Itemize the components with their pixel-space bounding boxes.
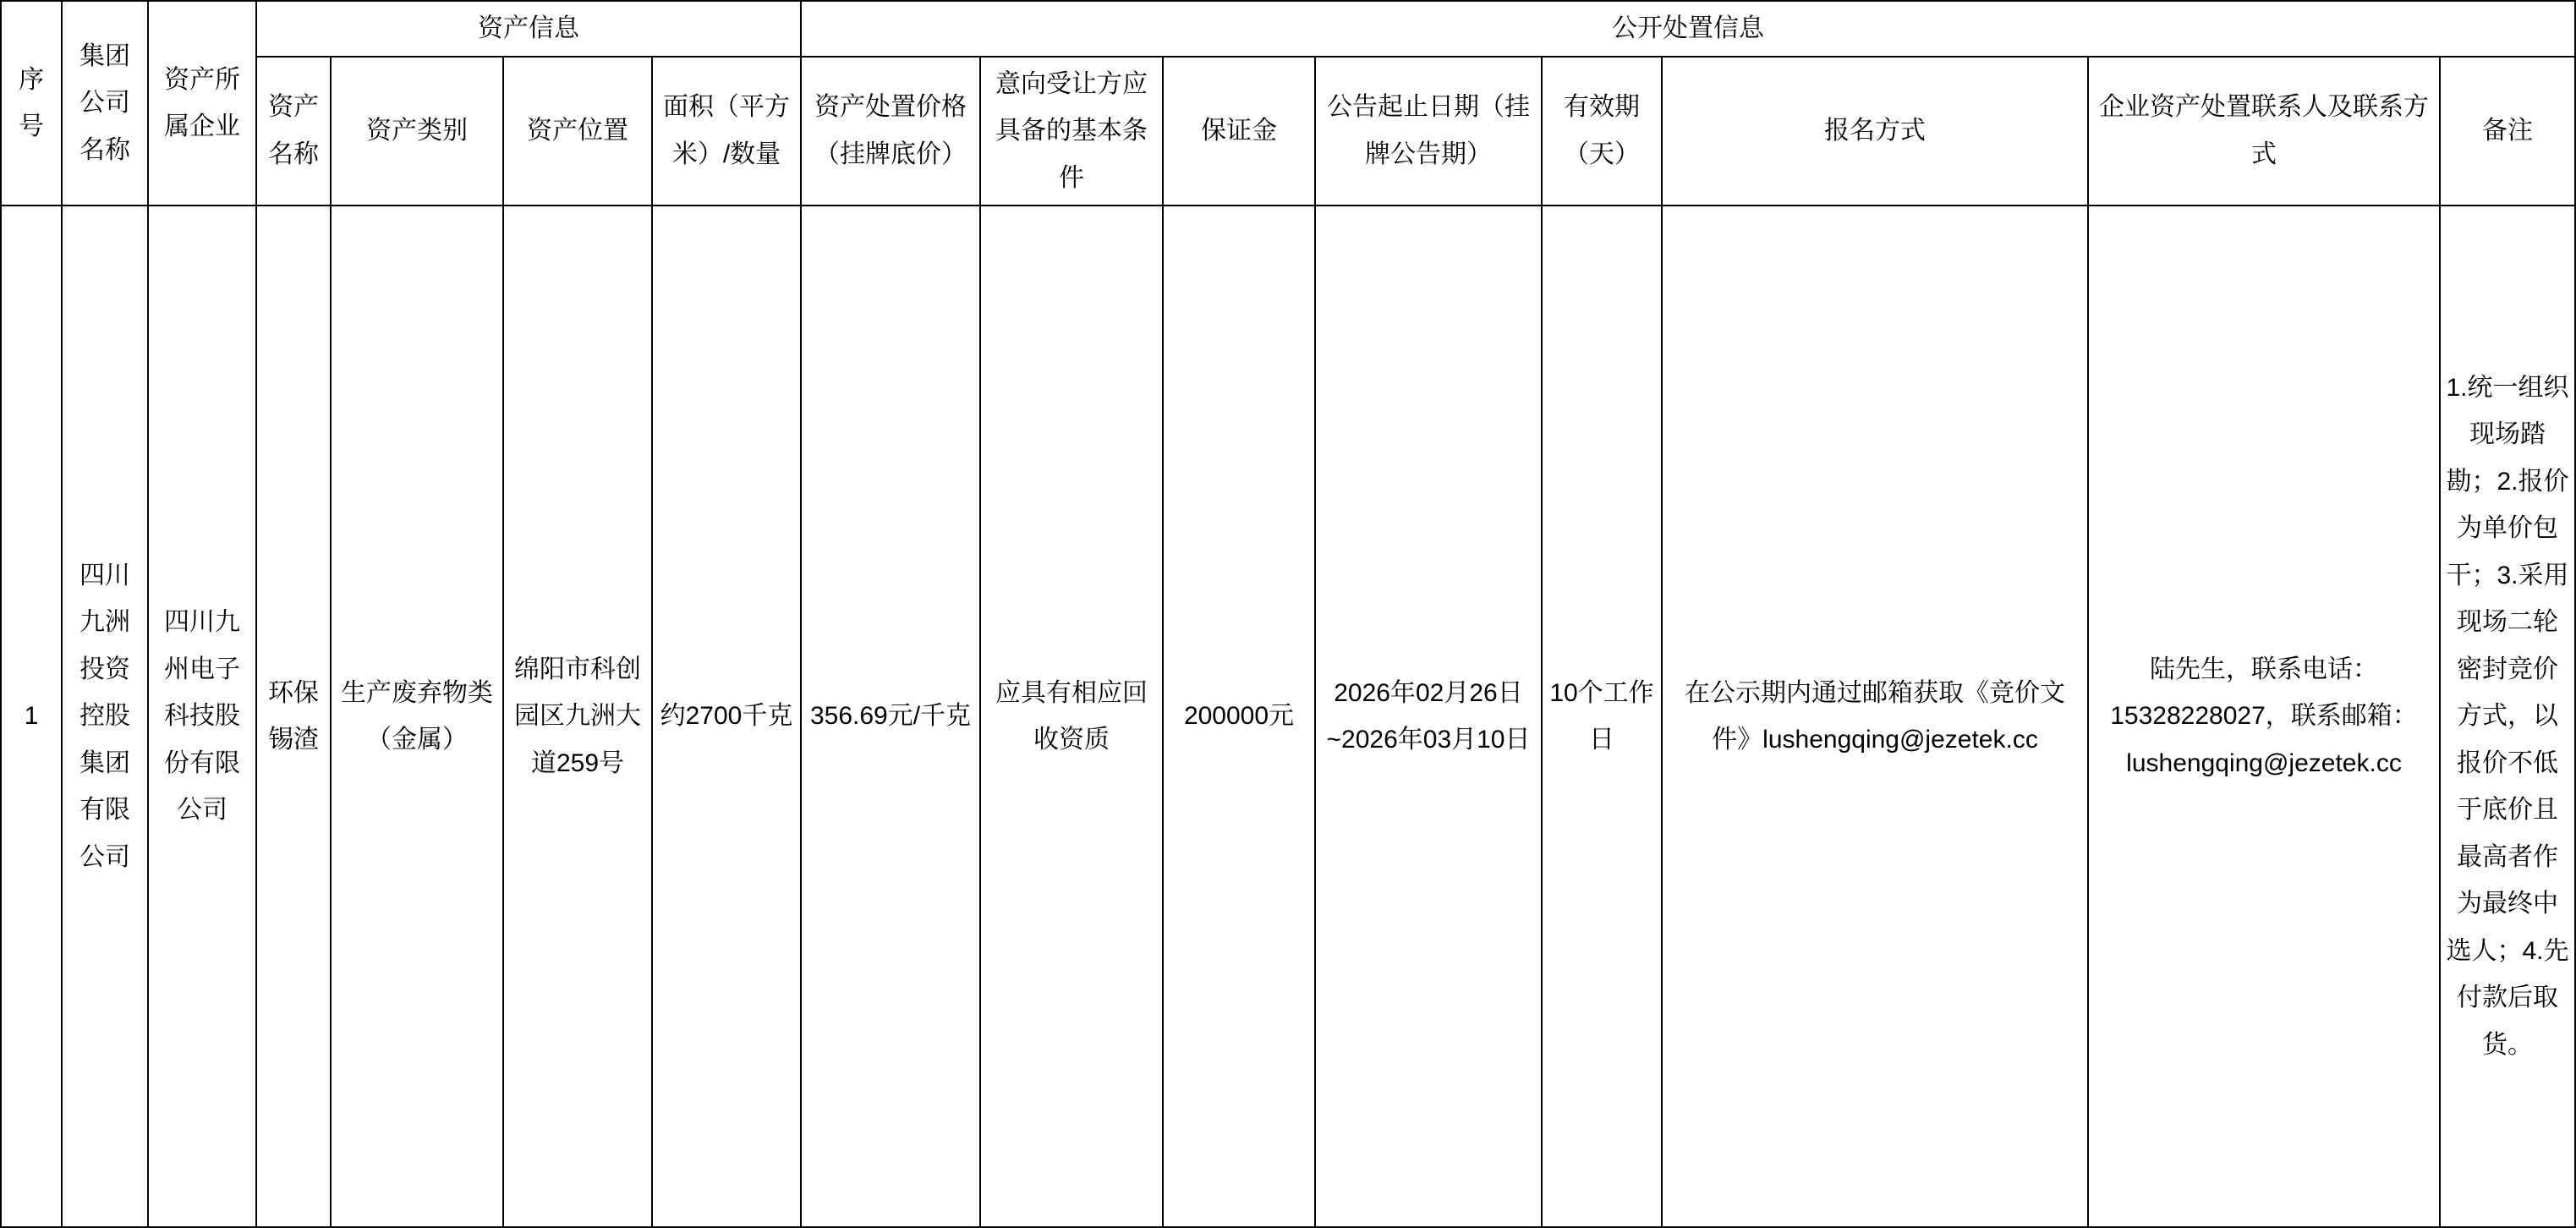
column-header-signup: 报名方式 [1662,57,2088,206]
group-header-public-disposal-info: 公开处置信息 [801,1,2575,57]
column-header-conditions: 意向受让方应具备的基本条件 [980,57,1163,206]
cell-notice-period: 2026年02月26日~2026年03月10日 [1315,206,1542,1227]
column-header-asset-type: 资产类别 [331,57,503,206]
table-group-header-row [1,1,2575,57]
cell-valid-days: 10个工作日 [1542,206,1662,1227]
cell-signup: 在公示期内通过邮箱获取《竞价文件》lushengqing@jezetek.cc [1662,206,2088,1227]
column-header-group-company: 集团公司名称 [62,1,148,206]
cell-price: 356.69元/千克 [801,206,980,1227]
column-header-area-qty: 面积（平方米）/数量 [652,57,801,206]
cell-asset-name: 环保锡渣 [256,206,331,1227]
column-header-asset-location: 资产位置 [503,57,652,206]
column-header-valid-days: 有效期（天） [1542,57,1662,206]
column-header-seq: 序号 [1,1,62,206]
table-row [1,206,2575,1227]
column-header-enterprise: 资产所属企业 [148,1,256,206]
cell-remark: 1.统一组织现场踏勘；2.报价为单价包干；3.采用现场二轮密封竞价方式，以报价不低于底价且最高者作为最终中选人；4.先付款后取货。 [2440,206,2575,1227]
cell-area-qty: 约2700千克 [652,206,801,1227]
cell-asset-location: 绵阳市科创园区九洲大道259号 [503,206,652,1227]
column-header-notice-period: 公告起止日期（挂牌公告期） [1315,57,1542,206]
group-header-asset-info: 资产信息 [256,1,801,57]
cell-conditions: 应具有相应回收资质 [980,206,1163,1227]
column-header-remark: 备注 [2440,57,2575,206]
column-header-deposit: 保证金 [1163,57,1315,206]
column-header-price: 资产处置价格（挂牌底价） [801,57,980,206]
column-header-contact: 企业资产处置联系人及联系方式 [2088,57,2440,206]
table-column-header-row [1,57,2575,206]
cell-asset-type: 生产废弃物类（金属） [331,206,503,1227]
cell-deposit: 200000元 [1163,206,1315,1227]
cell-enterprise: 四川九州电子科技股份有限公司 [148,206,256,1227]
cell-seq: 1 [1,206,62,1227]
column-header-asset-name: 资产名称 [256,57,331,206]
table-body [1,206,2575,1227]
cell-group-company: 四川九洲投资控股集团有限公司 [62,206,148,1227]
cell-contact: 陆先生，联系电话：15328228027，联系邮箱：lushengqing@jezetek.cc [2088,206,2440,1227]
table-header [1,1,2575,206]
